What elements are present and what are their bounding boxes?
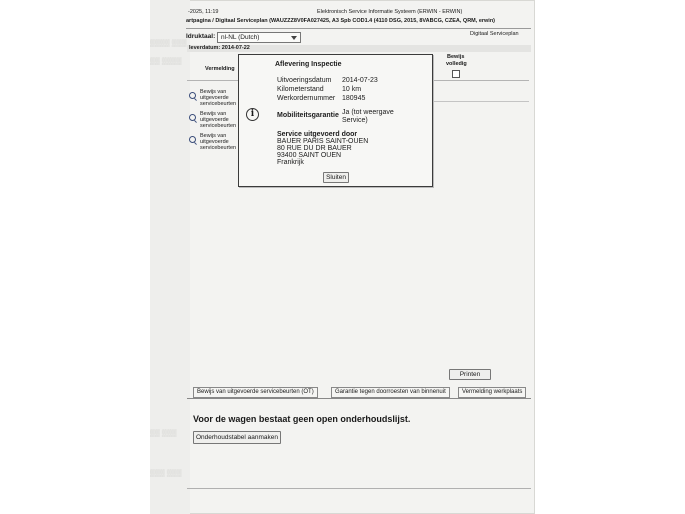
breadcrumb[interactable]: artpagina / Digitaal Serviceplan (WAUZZZ8V0FA027425, A3 Spb COD1.4 (4110 DSG, 2015, 8VABCG, CZEA, QRM, erwin) xyxy=(186,18,496,24)
tab-workshop-mention[interactable]: Vermelding werkplaats xyxy=(458,387,526,398)
bleed-through-text: ▒▒▒▒ ▒▒▒ xyxy=(150,40,187,47)
row-text: uitgevoerde xyxy=(200,117,229,123)
field-label: Uitvoeringsdatum xyxy=(277,77,332,84)
timestamp: -2025, 11:19 xyxy=(188,9,219,15)
magnifier-icon[interactable] xyxy=(189,114,196,121)
warranty-value: Service) xyxy=(342,117,368,124)
volledig-checkbox[interactable] xyxy=(452,70,460,78)
col-bewijs-2: volledig xyxy=(446,61,467,67)
row-text: Bewijs van xyxy=(200,111,227,117)
service-line: 80 RUE DU DR BAUER xyxy=(277,145,352,152)
field-value: 10 km xyxy=(342,86,362,93)
row-text: uitgevoerde xyxy=(200,139,229,145)
system-title: Elektronisch Service Informatie Systeem (ERWIN - ERWIN) xyxy=(317,9,463,15)
field-value: 2014-07-23 xyxy=(342,77,378,84)
close-button[interactable]: Sluiten xyxy=(323,172,349,183)
row-text: servicebeurten xyxy=(200,101,237,107)
info-icon: i xyxy=(246,108,259,121)
field-label: Werkordernummer xyxy=(277,95,336,102)
bleed-through-text: ▒▒ ▒▒▒ xyxy=(150,430,177,437)
field-value: 180945 xyxy=(342,95,366,102)
delivery-date: leverdatum: 2014-07-22 xyxy=(187,45,531,52)
row-text: Bewijs van xyxy=(200,133,227,139)
right-title: Digitaal Serviceplan xyxy=(470,31,519,37)
tab-divider xyxy=(187,398,531,399)
row-divider xyxy=(430,101,529,102)
header-divider xyxy=(186,28,531,29)
tab-corrosion-warranty[interactable]: Garantie tegen doorroesten van binnenuit xyxy=(331,387,450,398)
magnifier-icon[interactable] xyxy=(189,92,196,99)
inspection-dialog xyxy=(238,54,433,187)
print-button[interactable]: Printen xyxy=(449,369,491,380)
field-label: Kilometerstand xyxy=(277,86,324,93)
service-line: Frankrijk xyxy=(277,159,304,166)
col-vermelding: Vermelding xyxy=(205,66,235,72)
tab-proof-of-service[interactable]: Bewijs van uitgevoerde servicebeurten (OT) xyxy=(193,387,318,398)
dialog-title: Aflevering Inspectie xyxy=(275,61,342,68)
col-bewijs-1: Bewijs xyxy=(447,54,465,60)
language-value: nl-NL (Dutch) xyxy=(221,34,260,41)
service-heading: Service uitgevoerd door xyxy=(277,131,358,138)
no-maintenance-message: Voor de wagen bestaat geen open onderhoudslijst. xyxy=(193,414,411,424)
service-line: 93400 SAINT OUEN xyxy=(277,152,342,159)
bleed-through-text: ▒▒▒ ▒▒▒ xyxy=(150,470,182,477)
row-text: uitgevoerde xyxy=(200,95,229,101)
row-text: servicebeurten xyxy=(200,123,237,129)
chevron-down-icon xyxy=(291,36,297,40)
row-text: servicebeurten xyxy=(200,145,237,151)
warranty-label: Mobiliteitsgarantie xyxy=(277,112,339,119)
magnifier-icon[interactable] xyxy=(189,136,196,143)
footer-divider xyxy=(187,488,531,489)
warranty-value: Ja (tot weergave xyxy=(342,109,394,116)
language-label: ldruktaal: xyxy=(186,33,216,40)
bleed-through-text: ▒▒ ▒▒▒▒ xyxy=(150,58,182,65)
create-maintenance-button[interactable]: Onderhoudstabel aanmaken xyxy=(193,431,281,444)
row-text: Bewijs van xyxy=(200,89,227,95)
language-select[interactable] xyxy=(217,32,301,43)
service-line: BAUER PARIS SAINT-OUEN xyxy=(277,138,369,145)
